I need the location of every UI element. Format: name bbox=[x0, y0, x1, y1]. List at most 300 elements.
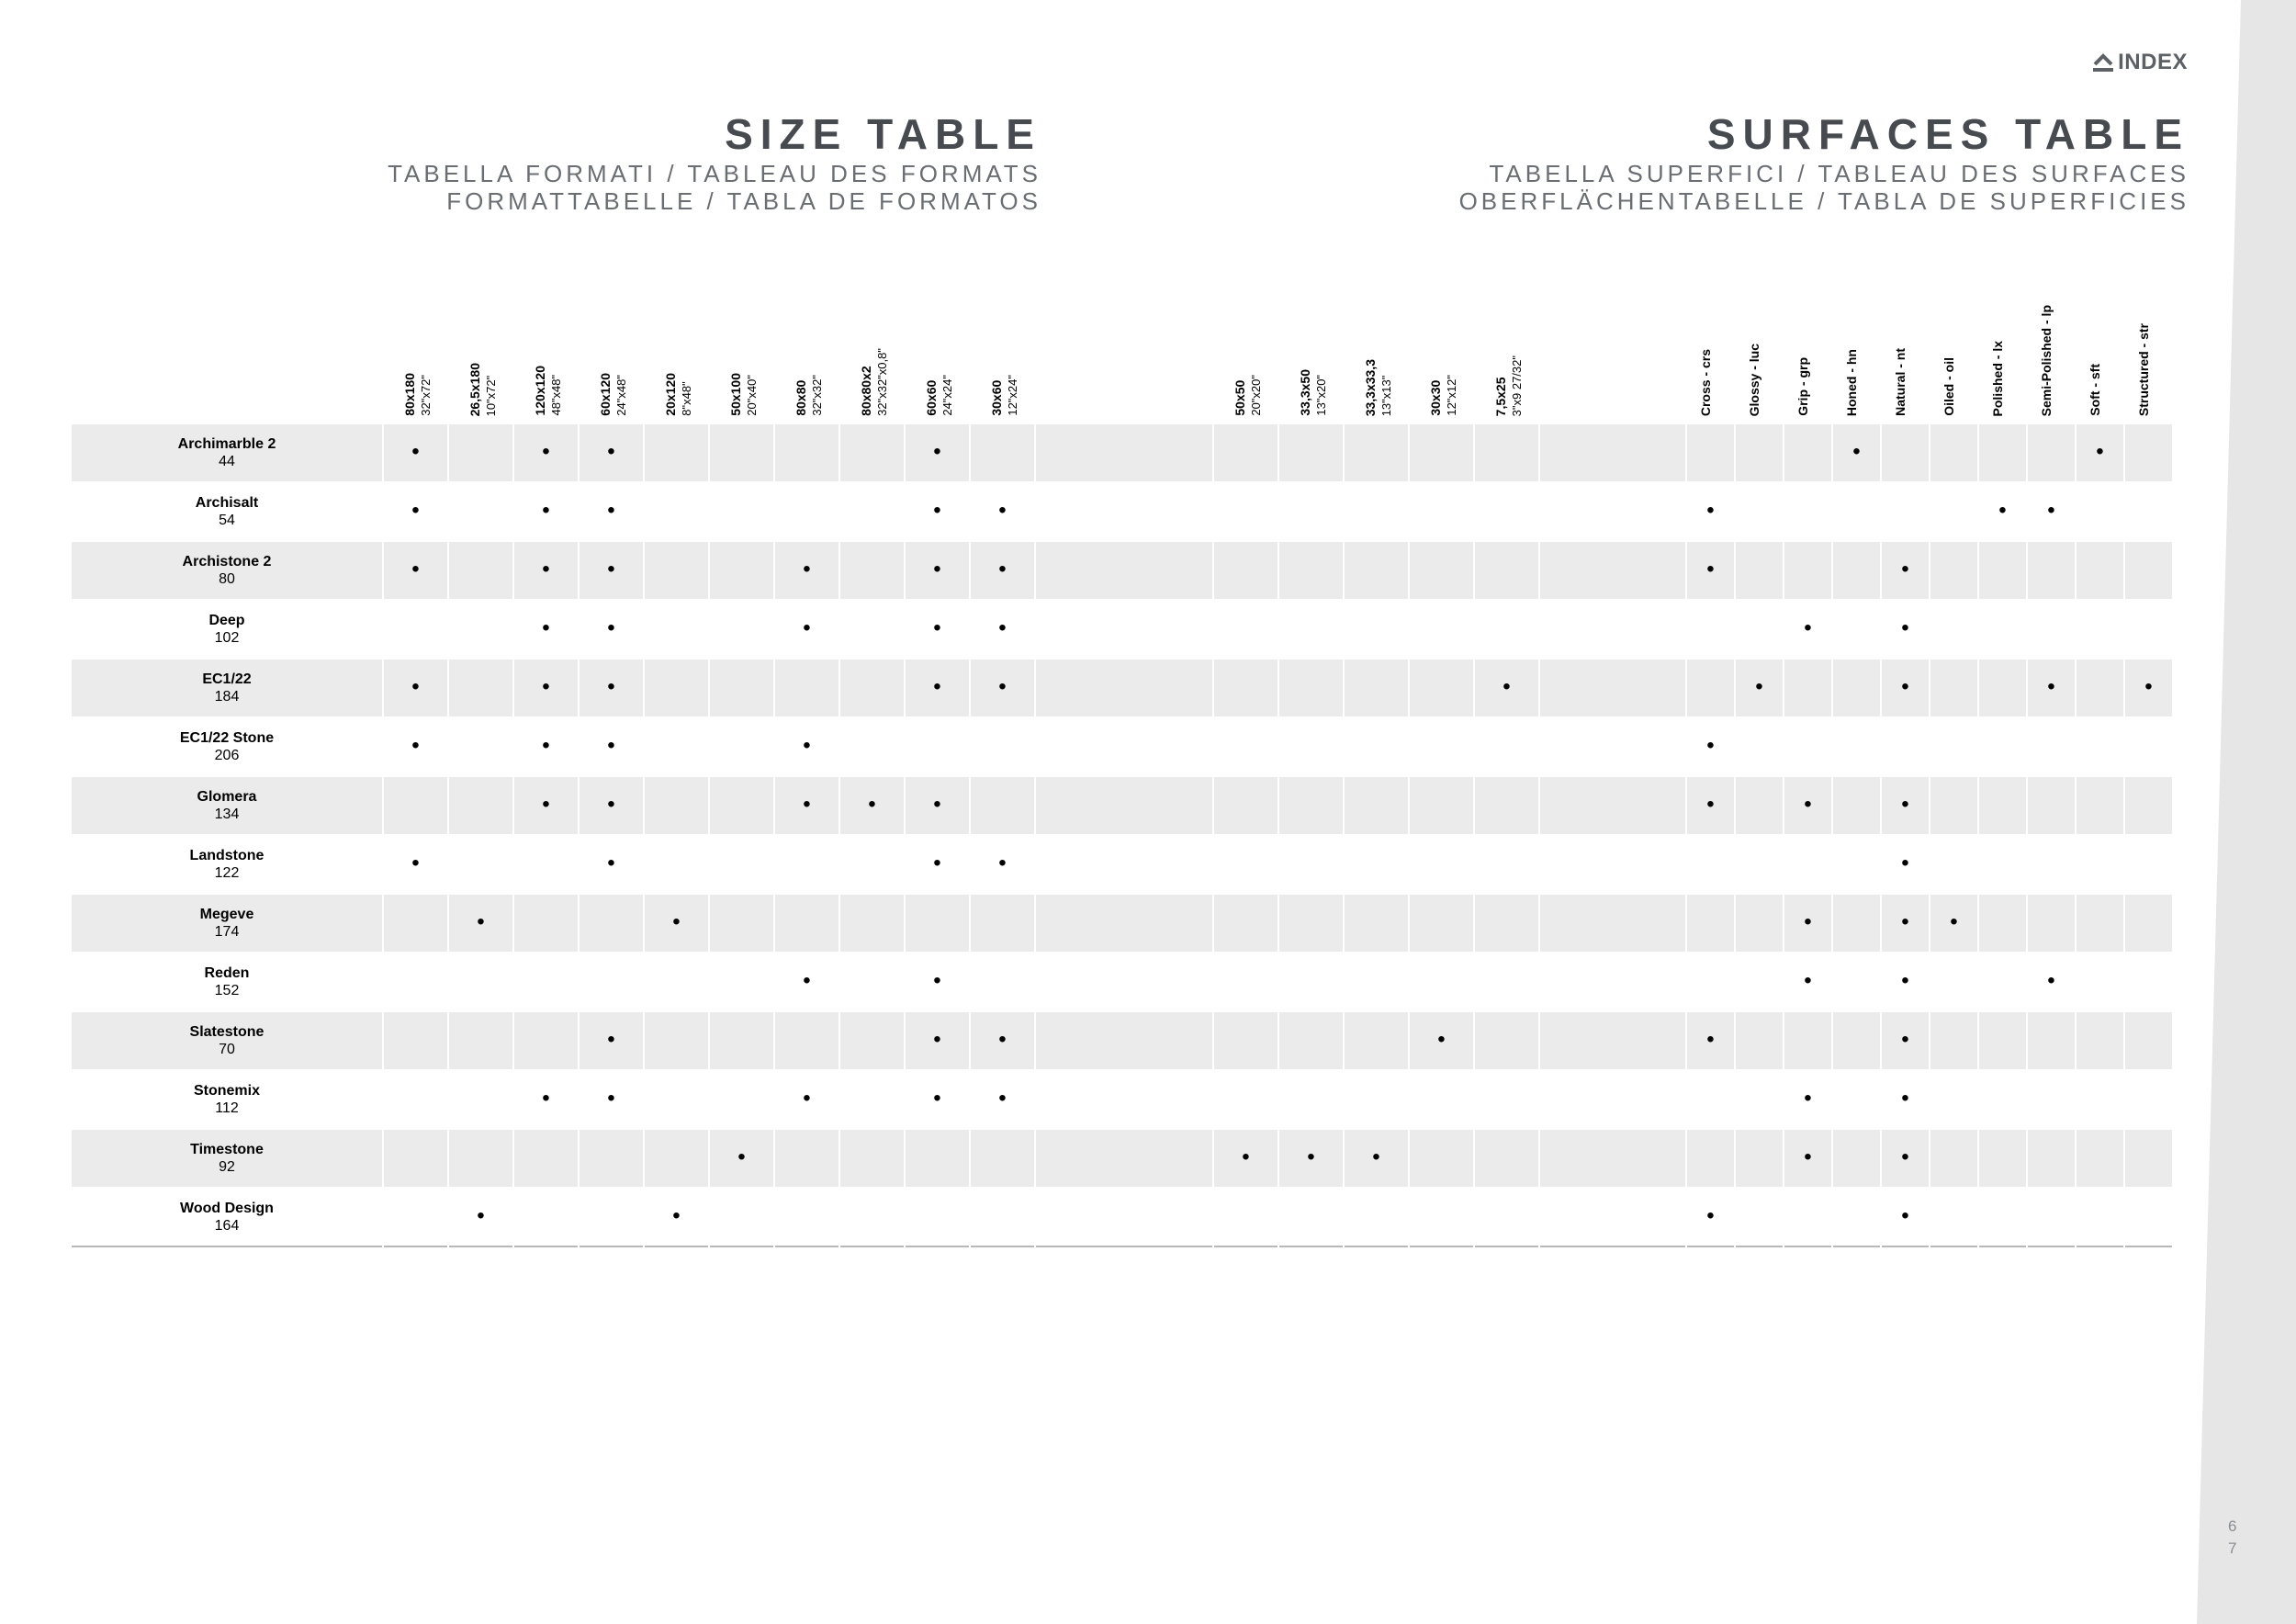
availability-cell-empty bbox=[1784, 482, 1832, 541]
availability-cell-empty bbox=[1344, 835, 1409, 894]
size-table-title: SIZE TABLE bbox=[725, 110, 1041, 158]
availability-cell-empty bbox=[839, 424, 905, 482]
availability-cell-empty bbox=[1735, 1011, 1784, 1070]
page-number-right: 7 bbox=[2228, 1539, 2237, 1557]
availability-cell-empty bbox=[448, 835, 513, 894]
availability-cell-empty bbox=[1213, 717, 1278, 776]
size-column-header bbox=[1278, 257, 1344, 424]
availability-cell-empty bbox=[839, 894, 905, 953]
spacer-cell bbox=[1035, 953, 1213, 1011]
availability-dot: • bbox=[542, 498, 550, 523]
availability-cell-empty bbox=[1409, 541, 1474, 600]
collection-page: 122 bbox=[214, 865, 240, 881]
table-row bbox=[71, 835, 2173, 894]
availability-dot: • bbox=[1804, 792, 1812, 817]
availability-cell-empty bbox=[2076, 659, 2124, 717]
availability-cell-empty bbox=[1213, 776, 1278, 835]
availability-cell-empty bbox=[1344, 482, 1409, 541]
availability-cell-filled bbox=[1881, 953, 1930, 1011]
availability-cell-empty bbox=[2027, 600, 2076, 659]
availability-cell-empty bbox=[1278, 717, 1344, 776]
availability-cell-empty bbox=[709, 600, 774, 659]
availability-cell-filled bbox=[905, 1011, 970, 1070]
size-imperial-label: 32"x32" bbox=[810, 375, 824, 416]
availability-cell-empty bbox=[1930, 600, 1978, 659]
availability-cell-empty bbox=[1930, 776, 1978, 835]
surface-column-header bbox=[2124, 257, 2173, 424]
availability-cell-filled bbox=[513, 717, 579, 776]
availability-cell-empty bbox=[1881, 717, 1930, 776]
table-row bbox=[71, 659, 2173, 717]
spacer-cell bbox=[1539, 894, 1686, 953]
collection-name: Archisalt bbox=[195, 495, 259, 511]
availability-dot: • bbox=[998, 674, 1007, 699]
size-metric-label: 120x120 bbox=[533, 366, 547, 416]
availability-cell-empty bbox=[1213, 835, 1278, 894]
availability-cell-empty bbox=[1978, 600, 2027, 659]
availability-cell-empty bbox=[1735, 835, 1784, 894]
availability-cell-filled bbox=[1686, 482, 1735, 541]
availability-cell-empty bbox=[383, 1188, 448, 1246]
availability-cell-empty bbox=[448, 1070, 513, 1129]
availability-cell-empty bbox=[774, 482, 839, 541]
availability-cell-empty bbox=[2076, 600, 2124, 659]
availability-cell-filled bbox=[1881, 1188, 1930, 1246]
size-column-header bbox=[448, 257, 513, 424]
availability-dot: • bbox=[868, 792, 876, 817]
availability-cell-empty bbox=[1213, 424, 1278, 482]
availability-cell-filled bbox=[1930, 894, 1978, 953]
availability-cell-empty bbox=[448, 424, 513, 482]
availability-cell-filled bbox=[1784, 1129, 1832, 1188]
availability-cell-filled bbox=[905, 424, 970, 482]
availability-cell-filled bbox=[513, 659, 579, 717]
availability-cell-empty bbox=[1344, 894, 1409, 953]
availability-cell-filled bbox=[774, 541, 839, 600]
availability-cell-empty bbox=[2076, 482, 2124, 541]
availability-dot: • bbox=[542, 557, 550, 581]
collection-cell[interactable] bbox=[71, 424, 383, 482]
size-imperial-label: 24"x48" bbox=[614, 375, 628, 416]
availability-cell-empty bbox=[1409, 894, 1474, 953]
availability-cell-empty bbox=[1409, 1070, 1474, 1129]
availability-cell-filled bbox=[709, 1129, 774, 1188]
availability-cell-filled bbox=[513, 482, 579, 541]
availability-dot: • bbox=[542, 733, 550, 758]
availability-cell-empty bbox=[2027, 776, 2076, 835]
collection-name: Deep bbox=[208, 613, 245, 628]
availability-dot: • bbox=[2144, 674, 2153, 699]
size-metric-label: 33,3x50 bbox=[1298, 369, 1312, 416]
availability-dot: • bbox=[607, 851, 615, 875]
availability-cell-empty bbox=[644, 835, 709, 894]
availability-dot: • bbox=[1706, 498, 1715, 523]
availability-cell-filled bbox=[513, 600, 579, 659]
table-row bbox=[71, 1129, 2173, 1188]
availability-cell-filled bbox=[1344, 1129, 1409, 1188]
availability-dot: • bbox=[672, 909, 681, 934]
surface-label: Natural - nt bbox=[1893, 348, 1908, 416]
availability-cell-empty bbox=[644, 717, 709, 776]
availability-cell-filled bbox=[970, 1070, 1035, 1129]
surface-label: Semi-Polished - lp bbox=[2039, 304, 2054, 416]
availability-cell-empty bbox=[1278, 541, 1344, 600]
availability-cell-filled bbox=[1474, 659, 1539, 717]
availability-dot: • bbox=[672, 1203, 681, 1228]
collection-cell[interactable] bbox=[71, 835, 383, 894]
availability-cell-empty bbox=[1409, 424, 1474, 482]
size-metric-label: 26,5x180 bbox=[467, 362, 482, 416]
availability-dot: • bbox=[411, 674, 420, 699]
availability-cell-empty bbox=[448, 659, 513, 717]
availability-cell-filled bbox=[1881, 1011, 1930, 1070]
size-metric-label: 33,3x33,3 bbox=[1363, 358, 1378, 416]
collection-page: 70 bbox=[219, 1042, 235, 1057]
availability-cell-empty bbox=[709, 541, 774, 600]
availability-cell-filled bbox=[905, 659, 970, 717]
availability-dot: • bbox=[411, 439, 420, 464]
availability-cell-empty bbox=[1278, 1188, 1344, 1246]
name-column-header bbox=[71, 257, 383, 424]
availability-cell-filled bbox=[970, 659, 1035, 717]
availability-cell-empty bbox=[839, 1188, 905, 1246]
collection-name: Archistone 2 bbox=[182, 554, 272, 570]
availability-cell-empty bbox=[1409, 717, 1474, 776]
availability-dot: • bbox=[542, 439, 550, 464]
table-row bbox=[71, 541, 2173, 600]
availability-cell-filled bbox=[1784, 894, 1832, 953]
availability-cell-empty bbox=[1409, 835, 1474, 894]
availability-cell-empty bbox=[448, 482, 513, 541]
availability-cell-filled bbox=[1213, 1129, 1278, 1188]
page-number-left: 6 bbox=[2228, 1517, 2237, 1535]
availability-cell-empty bbox=[1409, 659, 1474, 717]
availability-cell-filled bbox=[1784, 776, 1832, 835]
availability-cell-empty bbox=[839, 600, 905, 659]
availability-cell-empty bbox=[1686, 894, 1735, 953]
availability-cell-empty bbox=[709, 953, 774, 1011]
size-column-header bbox=[383, 257, 448, 424]
availability-cell-empty bbox=[1832, 541, 1881, 600]
availability-cell-empty bbox=[644, 1129, 709, 1188]
availability-dot: • bbox=[1804, 909, 1812, 934]
availability-cell-empty bbox=[1978, 776, 2027, 835]
availability-cell-empty bbox=[2027, 1070, 2076, 1129]
availability-dot: • bbox=[1901, 1145, 1909, 1169]
availability-cell-empty bbox=[2076, 776, 2124, 835]
size-surfaces-table bbox=[70, 257, 2174, 1247]
collection-name: EC1/22 bbox=[202, 671, 252, 687]
availability-cell-empty bbox=[2124, 1070, 2173, 1129]
index-link[interactable] bbox=[2091, 50, 2188, 75]
spacer-cell bbox=[1539, 776, 1686, 835]
spacer-cell bbox=[1035, 1188, 1213, 1246]
table-row bbox=[71, 600, 2173, 659]
availability-cell-empty bbox=[1930, 1188, 1978, 1246]
availability-dot: • bbox=[933, 851, 941, 875]
availability-cell-filled bbox=[970, 482, 1035, 541]
availability-cell-filled bbox=[905, 482, 970, 541]
availability-cell-empty bbox=[1409, 776, 1474, 835]
spacer-cell bbox=[1539, 482, 1686, 541]
availability-dot: • bbox=[542, 674, 550, 699]
surface-label: Oiled - oil bbox=[1941, 357, 1956, 416]
availability-cell-empty bbox=[2076, 541, 2124, 600]
availability-cell-empty bbox=[383, 1070, 448, 1129]
availability-cell-empty bbox=[1474, 717, 1539, 776]
spacer-cell bbox=[1539, 600, 1686, 659]
collection-cell[interactable] bbox=[71, 659, 383, 717]
availability-cell-filled bbox=[579, 1070, 644, 1129]
availability-cell-filled bbox=[2124, 659, 2173, 717]
availability-dot: • bbox=[803, 968, 811, 993]
availability-dot: • bbox=[411, 557, 420, 581]
availability-dot: • bbox=[998, 1027, 1007, 1052]
availability-cell-empty bbox=[448, 953, 513, 1011]
availability-dot: • bbox=[1901, 615, 1909, 640]
availability-cell-filled bbox=[1686, 1011, 1735, 1070]
availability-dot: • bbox=[933, 439, 941, 464]
availability-cell-empty bbox=[1344, 1070, 1409, 1129]
availability-cell-empty bbox=[1930, 835, 1978, 894]
availability-cell-empty bbox=[905, 894, 970, 953]
availability-cell-empty bbox=[905, 717, 970, 776]
availability-cell-empty bbox=[1735, 482, 1784, 541]
availability-cell-empty bbox=[1278, 482, 1344, 541]
availability-dot: • bbox=[1901, 1086, 1909, 1111]
availability-dot: • bbox=[2047, 498, 2055, 523]
size-imperial-label: 32"x72" bbox=[419, 375, 433, 416]
availability-cell-empty bbox=[383, 600, 448, 659]
table-row bbox=[71, 894, 2173, 953]
availability-cell-filled bbox=[513, 541, 579, 600]
availability-cell-empty bbox=[970, 894, 1035, 953]
collection-cell[interactable] bbox=[71, 717, 383, 776]
availability-cell-empty bbox=[1278, 600, 1344, 659]
collection-cell[interactable] bbox=[71, 894, 383, 953]
availability-dot: • bbox=[998, 498, 1007, 523]
availability-cell-empty bbox=[513, 1011, 579, 1070]
availability-cell-empty bbox=[383, 894, 448, 953]
availability-dot: • bbox=[607, 1027, 615, 1052]
availability-dot: • bbox=[1901, 674, 1909, 699]
availability-cell-empty bbox=[970, 953, 1035, 1011]
availability-cell-filled bbox=[774, 1070, 839, 1129]
availability-cell-empty bbox=[644, 600, 709, 659]
availability-cell-empty bbox=[2076, 953, 2124, 1011]
collection-page: 184 bbox=[214, 689, 240, 705]
availability-cell-empty bbox=[1832, 1070, 1881, 1129]
availability-cell-empty bbox=[709, 894, 774, 953]
collection-cell[interactable] bbox=[71, 1129, 383, 1188]
availability-dot: • bbox=[607, 674, 615, 699]
availability-cell-empty bbox=[644, 1070, 709, 1129]
availability-cell-empty bbox=[774, 894, 839, 953]
collection-cell[interactable] bbox=[71, 541, 383, 600]
collection-cell[interactable] bbox=[71, 600, 383, 659]
availability-cell-empty bbox=[1978, 835, 2027, 894]
availability-cell-empty bbox=[970, 1129, 1035, 1188]
surface-label: Structured - str bbox=[2136, 322, 2151, 416]
collection-cell[interactable] bbox=[71, 1070, 383, 1129]
availability-cell-empty bbox=[383, 1129, 448, 1188]
availability-dot: • bbox=[607, 439, 615, 464]
availability-cell-empty bbox=[774, 424, 839, 482]
spacer-cell bbox=[1035, 1129, 1213, 1188]
availability-cell-filled bbox=[383, 482, 448, 541]
table-row bbox=[71, 1188, 2173, 1246]
availability-dot: • bbox=[1901, 1203, 1909, 1228]
availability-cell-empty bbox=[1213, 659, 1278, 717]
collection-name: Archimarble 2 bbox=[177, 436, 276, 452]
index-label: INDEX bbox=[2118, 50, 2188, 74]
spacer-header bbox=[1035, 257, 1213, 424]
availability-cell-empty bbox=[1213, 953, 1278, 1011]
availability-cell-empty bbox=[709, 1011, 774, 1070]
availability-cell-empty bbox=[1474, 482, 1539, 541]
size-table-subtitle-1: TABELLA FORMATI / TABLEAU DES FORMATS bbox=[388, 160, 1041, 187]
availability-dot: • bbox=[803, 615, 811, 640]
availability-cell-filled bbox=[1278, 1129, 1344, 1188]
availability-dot: • bbox=[1901, 968, 1909, 993]
availability-cell-filled bbox=[2027, 659, 2076, 717]
availability-cell-empty bbox=[513, 1129, 579, 1188]
availability-cell-filled bbox=[1686, 776, 1735, 835]
availability-dot: • bbox=[803, 1086, 811, 1111]
availability-dot: • bbox=[998, 851, 1007, 875]
availability-cell-empty bbox=[1278, 776, 1344, 835]
availability-cell-empty bbox=[1344, 600, 1409, 659]
availability-cell-empty bbox=[448, 1129, 513, 1188]
availability-cell-empty bbox=[839, 953, 905, 1011]
availability-cell-filled bbox=[1881, 1070, 1930, 1129]
availability-cell-empty bbox=[1735, 424, 1784, 482]
surface-label: Cross - crs bbox=[1698, 348, 1713, 416]
availability-cell-filled bbox=[579, 659, 644, 717]
availability-cell-filled bbox=[579, 717, 644, 776]
availability-cell-empty bbox=[513, 953, 579, 1011]
availability-cell-empty bbox=[644, 776, 709, 835]
surface-label: Honed - hn bbox=[1844, 348, 1859, 416]
availability-cell-empty bbox=[2027, 1011, 2076, 1070]
availability-cell-empty bbox=[1978, 953, 2027, 1011]
availability-cell-empty bbox=[1930, 659, 1978, 717]
collection-page: 134 bbox=[214, 806, 240, 822]
availability-dot: • bbox=[1901, 909, 1909, 934]
availability-cell-empty bbox=[1784, 1011, 1832, 1070]
availability-cell-empty bbox=[1978, 1011, 2027, 1070]
availability-cell-empty bbox=[1344, 659, 1409, 717]
availability-cell-empty bbox=[1474, 776, 1539, 835]
collection-page: 54 bbox=[219, 513, 235, 528]
availability-cell-empty bbox=[1474, 894, 1539, 953]
availability-cell-empty bbox=[2124, 600, 2173, 659]
availability-cell-empty bbox=[709, 482, 774, 541]
availability-dot: • bbox=[411, 498, 420, 523]
collection-cell[interactable] bbox=[71, 776, 383, 835]
availability-cell-empty bbox=[1409, 1188, 1474, 1246]
size-column-header bbox=[1409, 257, 1474, 424]
surface-column-header bbox=[1832, 257, 1881, 424]
collection-cell[interactable] bbox=[71, 482, 383, 541]
availability-cell-empty bbox=[644, 1011, 709, 1070]
availability-cell-empty bbox=[1474, 1129, 1539, 1188]
availability-cell-empty bbox=[1344, 953, 1409, 1011]
availability-dot: • bbox=[477, 909, 485, 934]
collection-name: Megeve bbox=[199, 907, 254, 922]
availability-cell-empty bbox=[1832, 717, 1881, 776]
availability-cell-empty bbox=[1832, 953, 1881, 1011]
availability-cell-empty bbox=[1278, 1070, 1344, 1129]
spacer-cell bbox=[1035, 717, 1213, 776]
availability-cell-empty bbox=[1213, 1011, 1278, 1070]
availability-cell-empty bbox=[513, 835, 579, 894]
spacer-cell bbox=[1035, 424, 1213, 482]
collection-name: Timestone bbox=[190, 1142, 264, 1157]
collection-name: EC1/22 Stone bbox=[179, 730, 275, 746]
availability-cell-empty bbox=[709, 659, 774, 717]
availability-cell-empty bbox=[970, 424, 1035, 482]
availability-dot: • bbox=[1804, 1145, 1812, 1169]
collection-cell[interactable] bbox=[71, 1188, 383, 1246]
availability-cell-empty bbox=[1784, 659, 1832, 717]
availability-cell-filled bbox=[1409, 1011, 1474, 1070]
availability-dot: • bbox=[1852, 439, 1861, 464]
availability-dot: • bbox=[933, 792, 941, 817]
availability-cell-filled bbox=[579, 600, 644, 659]
availability-cell-filled bbox=[448, 894, 513, 953]
availability-cell-empty bbox=[2076, 894, 2124, 953]
availability-cell-empty bbox=[448, 541, 513, 600]
availability-dot: • bbox=[2096, 439, 2104, 464]
availability-cell-empty bbox=[839, 835, 905, 894]
collection-cell[interactable] bbox=[71, 953, 383, 1011]
availability-cell-empty bbox=[2124, 835, 2173, 894]
spacer-cell bbox=[1035, 894, 1213, 953]
availability-cell-filled bbox=[1881, 600, 1930, 659]
availability-cell-filled bbox=[1881, 776, 1930, 835]
availability-cell-empty bbox=[1930, 717, 1978, 776]
availability-cell-empty bbox=[1686, 835, 1735, 894]
availability-cell-filled bbox=[905, 953, 970, 1011]
availability-cell-filled bbox=[579, 541, 644, 600]
availability-cell-filled bbox=[1832, 424, 1881, 482]
availability-cell-empty bbox=[1474, 1011, 1539, 1070]
availability-cell-empty bbox=[1213, 1070, 1278, 1129]
availability-cell-filled bbox=[448, 1188, 513, 1246]
availability-cell-empty bbox=[905, 1188, 970, 1246]
availability-cell-empty bbox=[1409, 600, 1474, 659]
availability-cell-empty bbox=[1686, 600, 1735, 659]
availability-cell-filled bbox=[1881, 835, 1930, 894]
collection-cell[interactable] bbox=[71, 1011, 383, 1070]
availability-cell-empty bbox=[1474, 953, 1539, 1011]
availability-cell-empty bbox=[1978, 424, 2027, 482]
availability-dot: • bbox=[933, 1086, 941, 1111]
spacer-cell bbox=[1035, 541, 1213, 600]
surfaces-table-subtitle-2: OBERFLÄCHENTABELLE / TABLA DE SUPERFICIES bbox=[1458, 187, 2189, 215]
availability-cell-empty bbox=[2076, 835, 2124, 894]
availability-cell-filled bbox=[1881, 894, 1930, 953]
availability-cell-empty bbox=[970, 776, 1035, 835]
spacer-cell bbox=[1539, 541, 1686, 600]
availability-cell-empty bbox=[839, 541, 905, 600]
availability-cell-filled bbox=[1881, 659, 1930, 717]
availability-cell-empty bbox=[579, 1188, 644, 1246]
availability-cell-empty bbox=[1686, 1070, 1735, 1129]
size-metric-label: 60x120 bbox=[598, 373, 613, 416]
spacer-cell bbox=[1539, 835, 1686, 894]
